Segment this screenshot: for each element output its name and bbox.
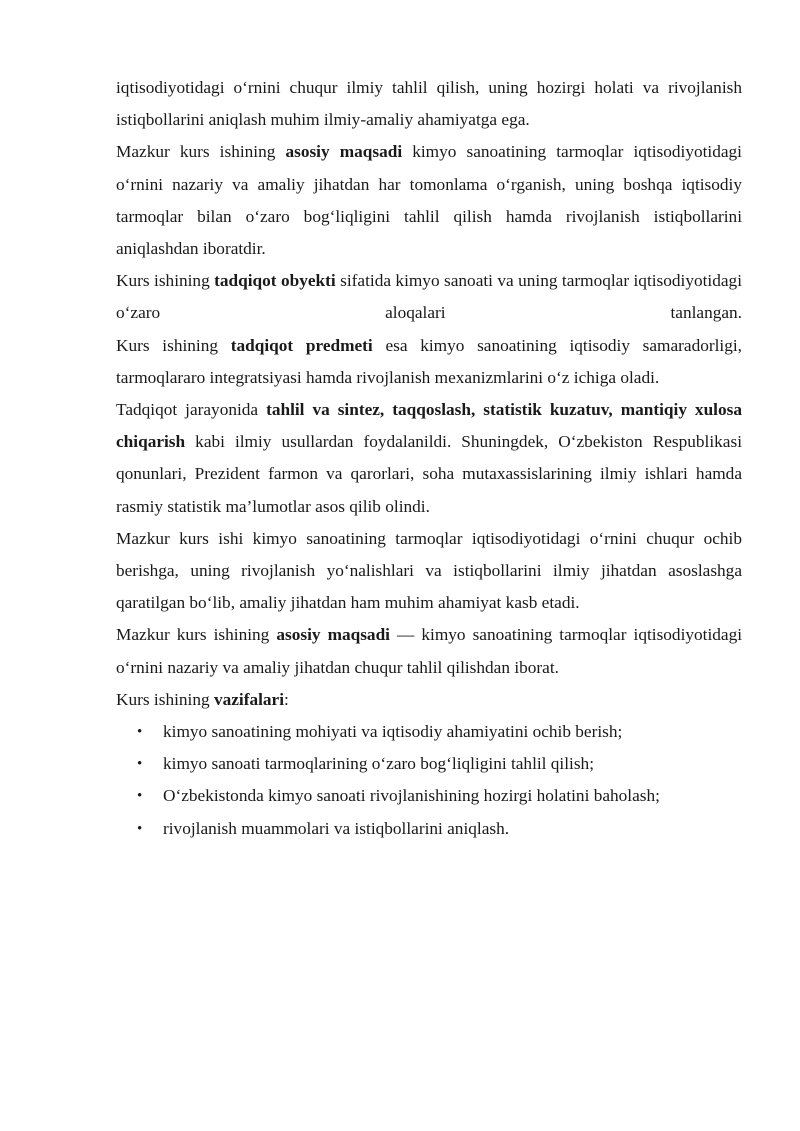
task-text: kimyo sanoatining mohiyati va iqtisodiy ahamiyatini ochib berish; [163,722,623,742]
main-goal-term: asosiy maqsadi [285,142,403,162]
list-item [116,813,742,845]
research-subject-paragraph [116,330,742,394]
task-text: rivojlanish muammolari va istiqbollarini aniqlash. [163,818,510,838]
document-page [116,72,742,845]
main-goal-summary-text-rest: — kimyo sanoatining tarmoqlar iqtisodiyotidagi o‘rnini nazariy va amaliy jihatdan chuqur tahlil qilishdan iborat. [116,625,743,677]
tasks-heading-paragraph [116,684,742,716]
significance-text: Mazkur kurs ishi kimyo sanoatining tarmoqlar iqtisodiyotidagi o‘rnini chuqur ochib berishga, uning rivojlanish yo‘nalishlari va istiqbollarini ilmiy jihatdan asoslashga qaratilgan bo‘lib, amaliy jihatdan ham muhim ahamiyat kasb etadi. [116,528,742,613]
bullet-icon: • [137,724,143,741]
research-methods-paragraph [116,394,742,523]
research-subject-text-rest: esa kimyo sanoatining iqtisodiy samaradorligi, tarmoqlararo integratsiyasi hamda rivojlanish mexanizmlarini o‘z ichiga oladi. [116,335,742,387]
significance-paragraph [116,523,742,620]
research-object-text-rest: sifatida kimyo sanoati va uning tarmoqlar iqtisodiyotidagi o‘zaro aloqalari tanlangan. [116,271,742,323]
tasks-heading-text-start: Kurs ishining [116,689,214,709]
task-text: O‘zbekistonda kimyo sanoati rivojlanishining hozirgi holatini baholash; [163,786,660,806]
main-goal-text-rest: kimyo sanoatining tarmoqlar iqtisodiyotidagi o‘rnini nazariy va amaliy jihatdan har tomonlama o‘rganish, uning boshqa iqtisodiy tarmoqlar bilan o‘zaro bog‘liqligini tahlil qilish hamda rivojlanish istiqbollarini aniqlashdan iboratdir. [116,142,742,259]
bullet-icon: • [137,820,143,837]
tasks-heading-term: vazifalari [213,689,284,709]
research-subject-term: tadqiqot predmeti [230,335,373,355]
research-methods-text-start: Tadqiqot jarayonida [116,400,267,420]
research-object-term: tadqiqot obyekti [214,271,336,291]
research-subject-text-start: Kurs ishining [116,335,231,355]
bullet-icon: • [137,756,143,773]
bullet-icon: • [137,788,143,805]
research-object-text-start: Kurs ishining [116,271,215,291]
list-item [116,748,742,780]
intro-text: iqtisodiyotidagi o‘rnini chuqur ilmiy tahlil qilish, uning hozirgi holati va rivojlanish istiqbollarini aniqlash muhim ilmiy-amaliy ahamiyatga ega. [116,78,742,130]
main-goal-summary-paragraph [116,619,742,683]
main-goal-text-start: Mazkur kurs ishining [116,142,286,162]
tasks-heading-colon: : [284,689,289,709]
research-object-paragraph [116,265,742,329]
list-item [116,780,742,812]
research-methods-term: tahlil va sintez, taqqoslash, statistik kuzatuv, mantiqiy xulosa chiqarish [116,400,742,452]
tasks-list [116,716,742,845]
task-text: kimyo sanoati tarmoqlarining o‘zaro bog‘liqligini tahlil qilish; [163,754,595,774]
main-goal-paragraph [116,136,742,265]
intro-continuation-paragraph [116,72,742,136]
list-item [116,716,742,748]
research-methods-text-rest: kabi ilmiy usullardan foydalanildi. Shuningdek, O‘zbekiston Respublikasi qonunlari, Prezident farmon va qarorlari, soha mutaxassislarining ilmiy ishlari hamda rasmiy statistik ma’lumotlar asos qilib olindi. [116,432,742,516]
main-goal-summary-text-start: Mazkur kurs ishining [116,625,277,645]
main-goal-summary-term: asosiy maqsadi [276,625,390,645]
